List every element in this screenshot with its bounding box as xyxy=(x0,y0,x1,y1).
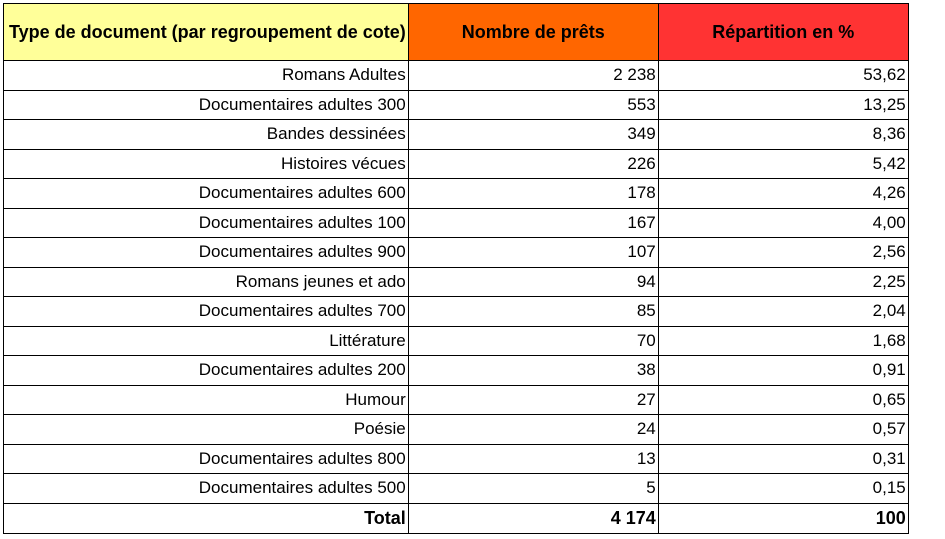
document-type-cell: Romans jeunes et ado xyxy=(4,267,409,297)
percent-share-cell: 2,25 xyxy=(658,267,908,297)
document-type-cell: Documentaires adultes 600 xyxy=(4,179,409,209)
table-row xyxy=(4,179,909,209)
table-row xyxy=(4,356,909,386)
document-type-cell: Littérature xyxy=(4,326,409,356)
percent-share-cell: 0,65 xyxy=(658,385,908,415)
loan-count-cell: 107 xyxy=(408,238,658,268)
document-type-cell: Documentaires adultes 500 xyxy=(4,474,409,504)
document-type-cell: Documentaires adultes 300 xyxy=(4,90,409,120)
percent-share-cell: 1,68 xyxy=(658,326,908,356)
loan-count-cell: 167 xyxy=(408,208,658,238)
loan-count-cell: 178 xyxy=(408,179,658,209)
percent-share-cell: 13,25 xyxy=(658,90,908,120)
header-document-type: Type de document (par regroupement de cote) xyxy=(4,4,409,61)
table-row xyxy=(4,385,909,415)
percent-share-cell: 2,04 xyxy=(658,297,908,327)
loan-count-cell: 226 xyxy=(408,149,658,179)
header-loan-count: Nombre de prêts xyxy=(408,4,658,61)
table-row xyxy=(4,474,909,504)
loan-count-cell: 5 xyxy=(408,474,658,504)
percent-share-cell: 4,00 xyxy=(658,208,908,238)
table-header xyxy=(4,4,909,61)
loan-count-cell: 553 xyxy=(408,90,658,120)
table-row xyxy=(4,90,909,120)
loan-count-cell: 349 xyxy=(408,120,658,150)
percent-share-cell: 0,57 xyxy=(658,415,908,445)
loan-count-cell: 13 xyxy=(408,444,658,474)
total-label: Total xyxy=(4,503,409,533)
loan-count-cell: 27 xyxy=(408,385,658,415)
document-type-cell: Histoires vécues xyxy=(4,149,409,179)
table-row xyxy=(4,120,909,150)
total-row xyxy=(4,503,909,533)
percent-share-cell: 4,26 xyxy=(658,179,908,209)
table-row xyxy=(4,415,909,445)
loan-count-cell: 85 xyxy=(408,297,658,327)
document-type-cell: Documentaires adultes 700 xyxy=(4,297,409,327)
document-type-cell: Documentaires adultes 100 xyxy=(4,208,409,238)
percent-share-cell: 2,56 xyxy=(658,238,908,268)
loan-count-cell: 94 xyxy=(408,267,658,297)
table-footer xyxy=(4,503,909,533)
header-row xyxy=(4,4,909,61)
document-type-cell: Poésie xyxy=(4,415,409,445)
loan-count-cell: 2 238 xyxy=(408,61,658,91)
percent-share-cell: 0,91 xyxy=(658,356,908,386)
table-row xyxy=(4,238,909,268)
loans-table xyxy=(3,3,909,534)
percent-share-cell: 0,15 xyxy=(658,474,908,504)
document-type-cell: Documentaires adultes 900 xyxy=(4,238,409,268)
loan-count-cell: 70 xyxy=(408,326,658,356)
table-row xyxy=(4,444,909,474)
loan-count-cell: 38 xyxy=(408,356,658,386)
table-row xyxy=(4,208,909,238)
table-row xyxy=(4,149,909,179)
document-type-cell: Documentaires adultes 200 xyxy=(4,356,409,386)
table-row xyxy=(4,61,909,91)
table-body xyxy=(4,61,909,504)
header-percent-share: Répartition en % xyxy=(658,4,908,61)
total-loans: 4 174 xyxy=(408,503,658,533)
document-type-cell: Romans Adultes xyxy=(4,61,409,91)
percent-share-cell: 0,31 xyxy=(658,444,908,474)
document-type-cell: Bandes dessinées xyxy=(4,120,409,150)
document-type-cell: Humour xyxy=(4,385,409,415)
loan-count-cell: 24 xyxy=(408,415,658,445)
table-row xyxy=(4,297,909,327)
document-type-cell: Documentaires adultes 800 xyxy=(4,444,409,474)
percent-share-cell: 8,36 xyxy=(658,120,908,150)
total-percent: 100 xyxy=(658,503,908,533)
table-row xyxy=(4,267,909,297)
percent-share-cell: 5,42 xyxy=(658,149,908,179)
percent-share-cell: 53,62 xyxy=(658,61,908,91)
table-row xyxy=(4,326,909,356)
